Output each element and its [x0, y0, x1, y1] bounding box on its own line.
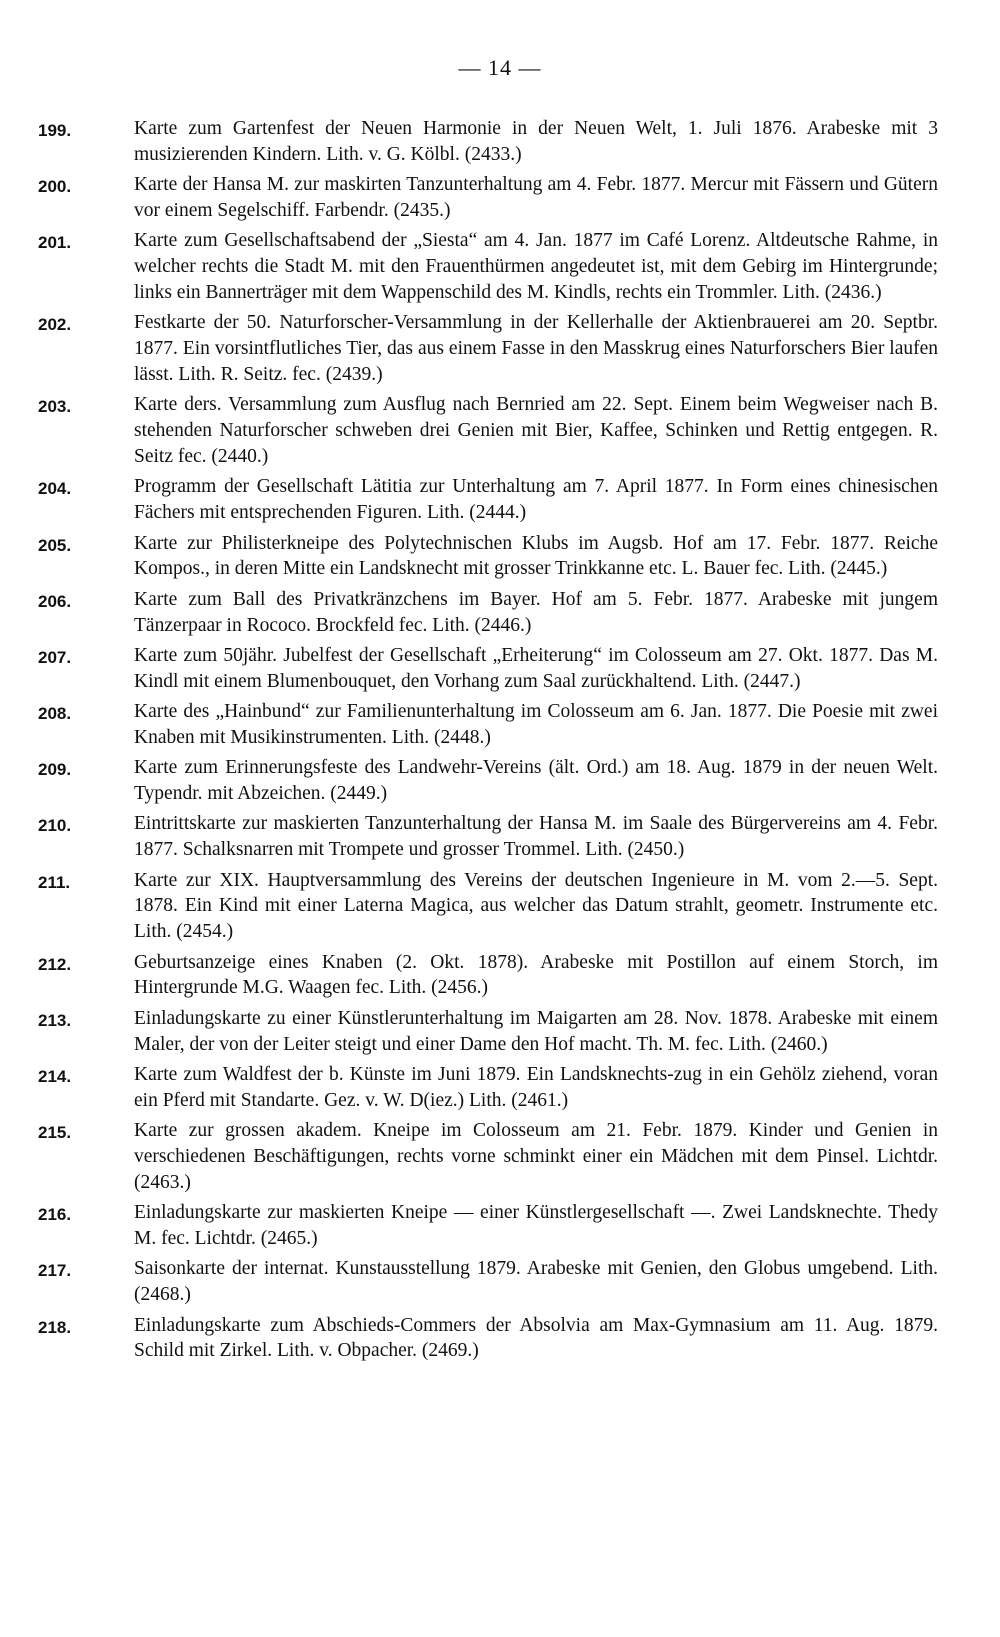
- catalog-entry: [38, 116, 938, 168]
- catalog-entry: [38, 811, 938, 863]
- entry-text: Karte des „Hainbund“ zur Familienunterhaltung im Colosseum am 6. Jan. 1877. Die Poesie mit zwei Knaben mit Musikinstrumenten. Lith. (2448.): [134, 701, 938, 748]
- entry-number: 200.: [38, 177, 72, 197]
- entry-text: Geburtsanzeige eines Knaben (2. Okt. 1878). Arabeske mit Postillon auf einem Storch, im Hintergrunde M.G. Waagen fec. Lith. (2456.): [134, 951, 938, 999]
- page-number: — 14 —: [458, 55, 542, 80]
- catalog-entry: [38, 868, 938, 945]
- catalog-entry: [38, 950, 938, 1002]
- catalog-entry: [38, 1256, 938, 1308]
- entry-text: Karte zum Erinnerungsfeste des Landwehr-Vereins (ält. Ord.) am 18. Aug. 1879 in der neuen Welt. Typendr. mit Abzeichen. (2449.): [134, 757, 938, 805]
- catalog-entries: [38, 116, 938, 1369]
- entry-number: 205.: [38, 535, 72, 555]
- catalog-entry: [38, 699, 938, 751]
- entry-text: Einladungskarte zum Abschieds-Commers der Absolvia am Max-Gymnasium am 11. Aug. 1879. Schild mit Zirkel. Lith. v. Obpacher. (2469.): [134, 1314, 938, 1362]
- catalog-entry: [38, 228, 938, 305]
- entry-number: 208.: [38, 704, 72, 724]
- entry-number: 209.: [38, 760, 72, 780]
- catalog-entry: [38, 1313, 938, 1365]
- entry-number: 210.: [38, 816, 72, 836]
- entry-text: Karte zum 50jähr. Jubelfest der Gesellschaft „Erheiterung“ im Colosseum am 27. Okt. 1877. Das M. Kindl mit einem Blumenbouquet, den Vorhang zum Saal zurückhaltend. Lith. (2447.): [134, 644, 938, 692]
- entry-text: Einladungskarte zur maskierten Kneipe — einer Künstlergesellschaft —. Zwei Landsknechte. Thedy M. fec. Lichtdr. (2465.): [134, 1202, 938, 1249]
- catalog-entry: [38, 587, 938, 639]
- entry-number: 207.: [38, 647, 72, 667]
- catalog-entry: [38, 643, 938, 695]
- entry-text: Programm der Gesellschaft Lätitia zur Unterhaltung am 7. April 1877. In Form eines chinesischen Fächers mit entsprechenden Figuren. Lith. (2444.): [134, 476, 938, 524]
- catalog-entry: [38, 392, 938, 469]
- entry-text: Karte zur Philisterkneipe des Polytechnischen Klubs im Augsb. Hof am 17. Febr. 1877. Reiche Kompos., in deren Mitte ein Landsknecht mit grosser Trinkkanne etc. L. Bauer fec. Lith. (2445.): [134, 532, 938, 580]
- catalog-entry: [38, 755, 938, 807]
- entry-number: 218.: [38, 1317, 72, 1337]
- entry-number: 204.: [38, 479, 72, 499]
- entry-text: Karte zur XIX. Hauptversammlung des Vereins der deutschen Ingenieure in M. vom 2.—5. Sept. 1878. Ein Kind mit einer Laterna Magica, aus welcher das Datum strahlt, geometr. Instrumente etc. Lith. (2454.): [134, 869, 938, 943]
- catalog-entry: [38, 1006, 938, 1058]
- entry-number: 211.: [38, 872, 71, 892]
- entry-number: 206.: [38, 591, 72, 611]
- catalog-entry: [38, 531, 938, 583]
- entry-text: Karte ders. Versammlung zum Ausflug nach Bernried am 22. Sept. Einem beim Wegweiser nach B. stehenden Naturforscher schweben drei Genien mit Bier, Kaffee, Schinken und Rettig entgegen. R. Seitz fec. (2440.): [134, 394, 938, 467]
- entry-number: 203.: [38, 397, 72, 417]
- entry-number: 214.: [38, 1067, 72, 1086]
- catalog-entry: [38, 474, 938, 526]
- entry-number: 199.: [38, 121, 72, 140]
- entry-text: Karte zum Gartenfest der Neuen Harmonie in der Neuen Welt, 1. Juli 1876. Arabeske mit 3 musizierenden Kindern. Lith. v. G. Kölbl. (2433.): [134, 118, 938, 165]
- catalog-entry: [38, 172, 938, 224]
- catalog-entry: [38, 1200, 938, 1252]
- catalog-entry: [38, 1118, 938, 1195]
- catalog-entry: [38, 310, 938, 387]
- entry-text: Karte zur grossen akadem. Kneipe im Colosseum am 21. Febr. 1879. Kinder und Genien in verschiedenen Beschäftigungen, rechts vorne schminkt einer ein Mädchen mit dem Pinsel. Lichtdr. (2463.): [134, 1120, 938, 1193]
- entry-number: 217.: [38, 1261, 72, 1281]
- catalog-entry: [38, 1062, 938, 1114]
- entry-text: Karte zum Ball des Privatkränzchens im Bayer. Hof am 5. Febr. 1877. Arabeske mit jungem Tänzerpaar in Rococo. Brockfeld fec. Lith. (2446.): [134, 588, 938, 636]
- entry-number: 212.: [38, 954, 72, 974]
- entry-text: Karte der Hansa M. zur maskirten Tanzunterhaltung am 4. Febr. 1877. Mercur mit Fässern und Gütern vor einem Segelschiff. Farbendr. (2435.): [134, 174, 938, 221]
- entry-text: Eintrittskarte zur maskierten Tanzunterhaltung der Hansa M. im Saale des Bürgervereins am 4. Febr. 1877. Schalksnarren mit Trompete und grosser Trommel. Lith. (2450.): [134, 813, 938, 861]
- entry-number: 202.: [38, 315, 72, 335]
- entry-number: 216.: [38, 1205, 72, 1225]
- entry-text: Festkarte der 50. Naturforscher-Versammlung in der Kellerhalle der Aktienbrauerei am 20. Septbr. 1877. Ein vorsintflutliches Tier, das aus einem Fasse in den Masskrug eines Naturforschers Bier laufen lässt. Lith. R. Seitz. fec. (2439.): [134, 312, 938, 385]
- entry-number: 215.: [38, 1123, 72, 1143]
- entry-text: Saisonkarte der internat. Kunstausstellung 1879. Arabeske mit Genien, den Globus umgebend. Lith. (2468.): [134, 1258, 938, 1306]
- entry-text: Karte zum Waldfest der b. Künste im Juni 1879. Ein Landsknechts-zug in ein Gehölz ziehend, voran ein Pferd mit Standarte. Gez. v. W. D(iez.) Lith. (2461.): [134, 1064, 938, 1111]
- entry-number: 201.: [38, 233, 72, 253]
- entry-text: Karte zum Gesellschaftsabend der „Siesta“ am 4. Jan. 1877 im Café Lorenz. Altdeutsche Rahme, in welcher rechts die Stadt M. mit den Frauenthürmen angedeutet ist, mit dem Gebirg im Hintergrunde; links ein Bannerträger mit dem Wappenschild des M. Kindls, rechts ein Trommler. Lith. (2436.): [134, 230, 938, 303]
- entry-number: 213.: [38, 1010, 72, 1030]
- entry-text: Einladungskarte zu einer Künstlerunterhaltung im Maigarten am 28. Nov. 1878. Arabeske mit einem Maler, der von der Leiter steigt und einer Dame den Hof macht. Th. M. fec. Lith. (2460.): [134, 1007, 938, 1055]
